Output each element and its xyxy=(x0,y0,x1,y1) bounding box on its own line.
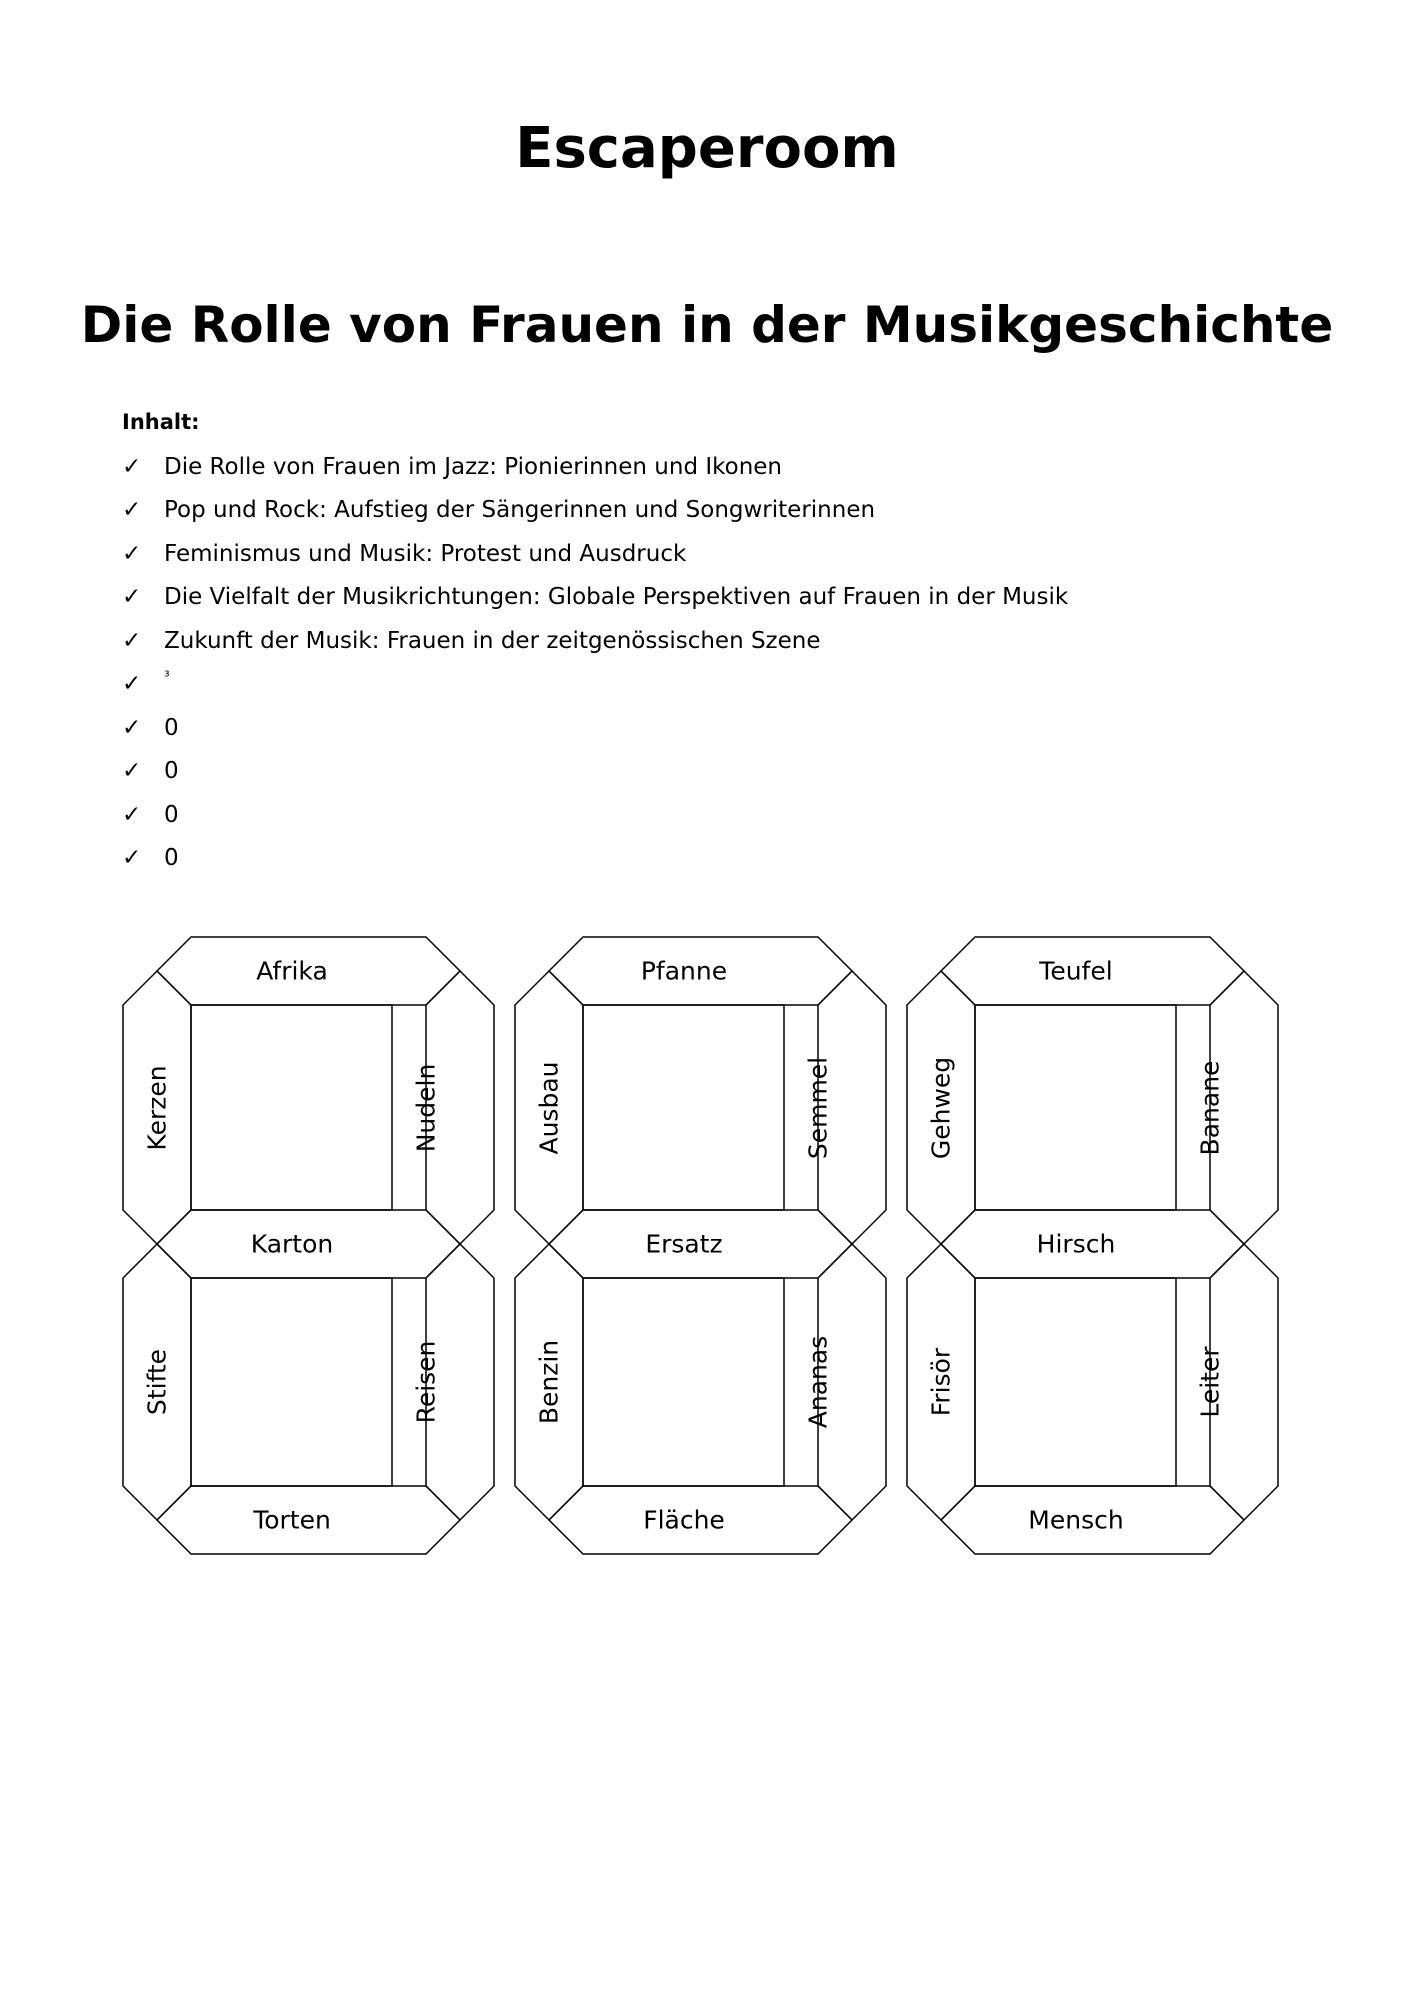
page-subtitle: Die Rolle von Frauen in der Musikgeschichte xyxy=(80,296,1334,354)
inner-square xyxy=(191,1005,392,1210)
segment-label-bottom: Torten xyxy=(253,1505,331,1535)
digit-figure xyxy=(515,937,886,1554)
checkmark-icon: ✓ xyxy=(122,758,142,785)
list-item-text: 0 xyxy=(164,758,179,785)
segment-label-lower-left: Frisör xyxy=(926,1347,956,1417)
segment-label-upper-right: Nudeln xyxy=(411,1063,441,1153)
digit-figure xyxy=(123,937,494,1554)
segment-label-top: Afrika xyxy=(256,956,328,986)
checkmark-icon: ✓ xyxy=(122,540,142,567)
segment-label-upper-right: Banane xyxy=(1195,1060,1225,1156)
segment-label-top: Teufel xyxy=(1039,956,1113,986)
list-item-text: Die Rolle von Frauen im Jazz: Pionierinnen und Ikonen xyxy=(164,453,783,480)
segment-label-upper-left: Gehweg xyxy=(926,1056,956,1160)
checkmark-icon: ✓ xyxy=(122,627,142,654)
checkmark-icon: ✓ xyxy=(122,453,142,480)
segment-label-middle: Karton xyxy=(250,1229,334,1259)
list-item-text: Die Vielfalt der Musikrichtungen: Globale Perspektiven auf Frauen in der Musik xyxy=(164,584,1069,611)
list-item-text: ³ xyxy=(164,669,170,686)
segment-label-bottom: Fläche xyxy=(643,1505,725,1535)
segment-label-bottom: Mensch xyxy=(1028,1505,1124,1535)
segment-label-upper-left: Kerzen xyxy=(142,1065,172,1151)
list-item-text: Pop und Rock: Aufstieg der Sängerinnen und Songwriterinnen xyxy=(164,497,876,524)
inner-square xyxy=(583,1278,784,1486)
segment-label-upper-left: Ausbau xyxy=(534,1061,564,1155)
inner-square xyxy=(583,1005,784,1210)
checkmark-icon: ✓ xyxy=(122,497,142,524)
segment-label-upper-right: Semmel xyxy=(803,1056,833,1160)
segment-label-lower-left: Benzin xyxy=(534,1339,564,1425)
list-item-text: 0 xyxy=(164,845,179,872)
checkmark-icon: ✓ xyxy=(122,801,142,828)
checkmark-icon: ✓ xyxy=(122,671,142,698)
segment-label-lower-left: Stifte xyxy=(142,1348,172,1416)
digit-figure xyxy=(907,937,1278,1554)
segment-label-lower-right: Leiter xyxy=(1195,1346,1225,1418)
page-title: Escaperoom xyxy=(515,116,899,181)
list-item-text: Zukunft der Musik: Frauen in der zeitgenössischen Szene xyxy=(164,627,821,654)
checkmark-icon: ✓ xyxy=(122,714,142,741)
segment-label-lower-right: Ananas xyxy=(803,1335,833,1429)
list-item-text: 0 xyxy=(164,801,179,828)
content-label: Inhalt: xyxy=(122,410,200,434)
inner-square xyxy=(975,1005,1176,1210)
segment-label-lower-right: Reisen xyxy=(411,1340,441,1424)
segment-label-top: Pfanne xyxy=(640,956,728,986)
segment-label-middle: Ersatz xyxy=(645,1229,723,1259)
inner-square xyxy=(975,1278,1176,1486)
inner-square xyxy=(191,1278,392,1486)
checkmark-icon: ✓ xyxy=(122,845,142,872)
list-item-text: 0 xyxy=(164,714,179,741)
list-item-text: Feminismus und Musik: Protest und Ausdruck xyxy=(164,540,687,567)
segment-label-middle: Hirsch xyxy=(1036,1229,1116,1259)
checkmark-icon: ✓ xyxy=(122,584,142,611)
